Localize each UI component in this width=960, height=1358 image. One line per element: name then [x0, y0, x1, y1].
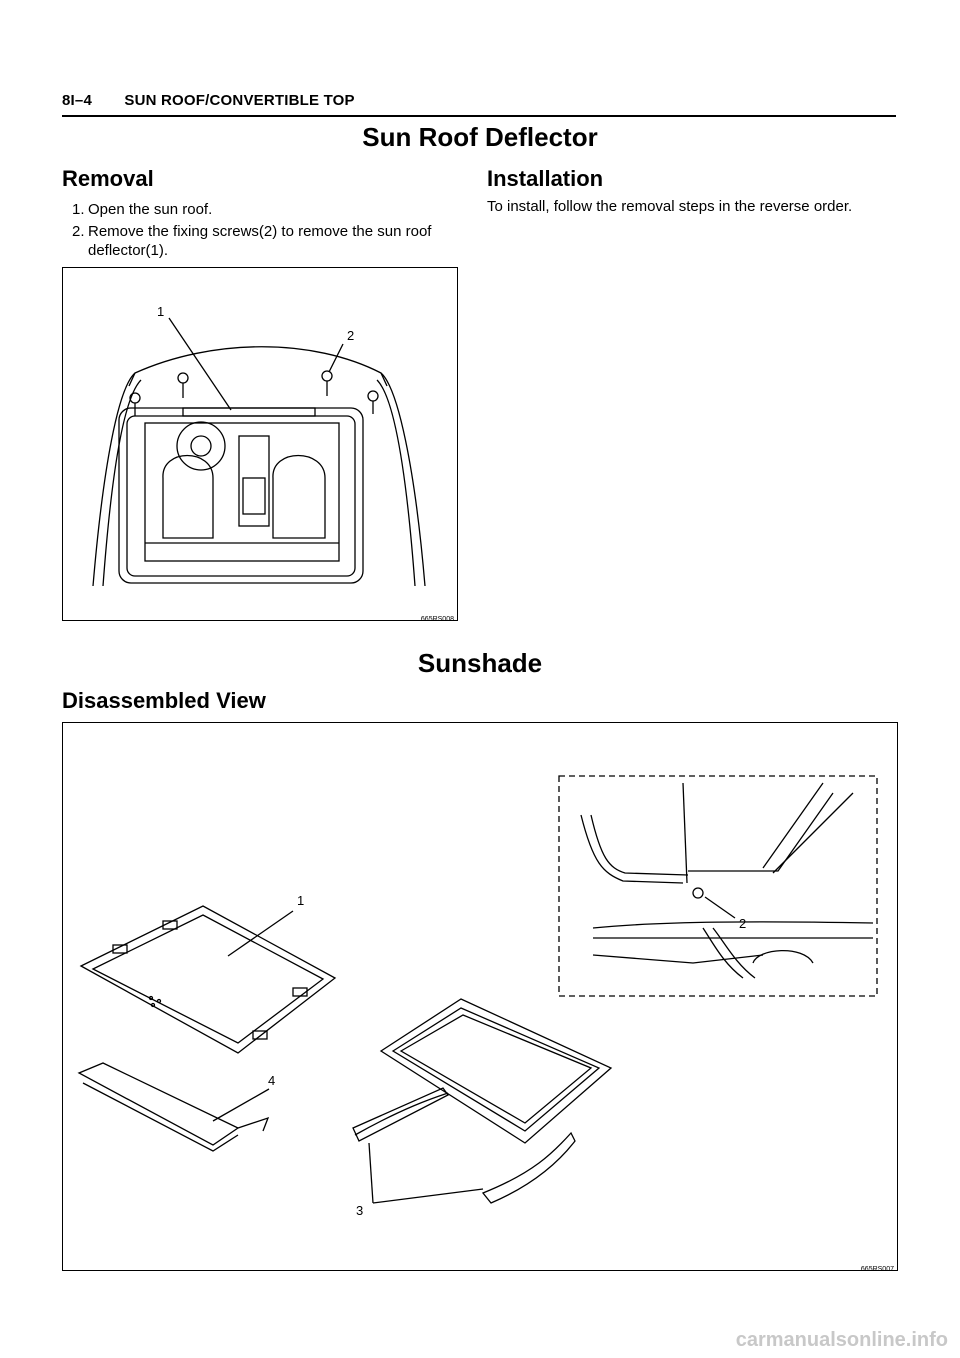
sunshade-callout-1: 1 [297, 893, 305, 908]
removal-heading: Removal [62, 166, 154, 191]
removal-steps [62, 200, 462, 263]
deflector-figure [62, 267, 458, 621]
sunshade-figure [62, 722, 898, 1271]
deflector-callout-2: 2 [347, 328, 355, 343]
installation-text: To install, follow the removal steps in the reverse order. [487, 198, 853, 215]
sunshade-callout-3: 3 [356, 1203, 364, 1218]
sunshade-callout-2: 2 [739, 916, 747, 931]
watermark: carmanualsonline.info [735, 1329, 948, 1351]
deflector-figure-code: 665RS008 [420, 616, 454, 623]
disassembled-view-heading: Disassembled View [62, 688, 266, 713]
header-rule [62, 115, 896, 117]
page-header [62, 92, 383, 109]
sunshade-callout-4: 4 [268, 1073, 276, 1088]
removal-step-1: 1. Open the sun roof. [72, 201, 213, 218]
sunshade-title: Sunshade [417, 648, 543, 678]
section-number: 8I–4 [62, 92, 92, 109]
sunshade-illustration [63, 723, 897, 1270]
sunshade-figure-code: 665RS007 [860, 1266, 894, 1273]
deflector-illustration [63, 268, 457, 620]
installation-heading: Installation [487, 166, 604, 191]
deflector-callout-1: 1 [157, 304, 165, 319]
chapter-title: SUN ROOF/CONVERTIBLE TOP [124, 92, 355, 109]
deflector-title: Sun Roof Deflector [362, 122, 598, 152]
removal-step-2: 2. Remove the fixing screws(2) to remove the sun roof deflector(1). [72, 223, 432, 259]
